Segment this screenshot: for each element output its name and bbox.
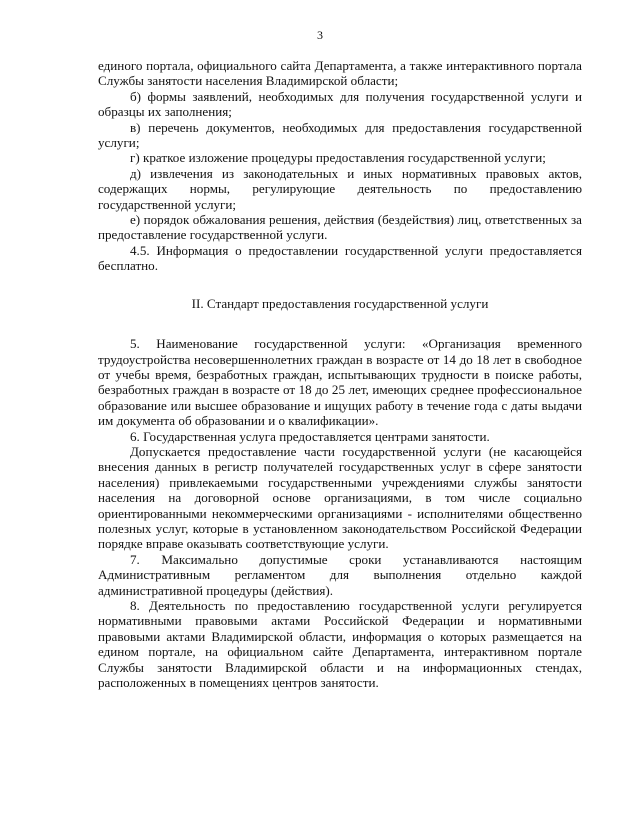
paragraph-5-service-name: 5. Наименование государственной услуги: «Организация временного трудоустройства несовершеннолетних граждан в возрасте от 14 до 18 лет в свободное от учебы время, безработных граждан, испытывающих трудности в поиске работы, безработных граждан в возрасте от 18 до 25 лет, имеющих среднее профессиональное образование или высшее образование и ищущих работу в течение года с даты выдачи им документа об образовании и о квалификации». — [98, 336, 582, 429]
paragraph-item-b: б) формы заявлений, необходимых для получения государственной услуги и образцы их заполнения; — [98, 88, 582, 120]
document-body — [98, 58, 582, 690]
paragraph-item-d: д) извлечения из законодательных и иных нормативных правовых актов, содержащих нормы, регулирующие деятельность по предоставлению государственной услуги; — [98, 165, 582, 212]
page-number: 3 — [317, 28, 323, 42]
paragraph-4-5: 4.5. Информация о предоставлении государственной услуги предоставляется бесплатно. — [98, 242, 582, 274]
section-heading: II. Стандарт предоставления государственной услуги — [191, 295, 489, 311]
paragraph-8-regulation: 8. Деятельность по предоставлению государственной услуги регулируется нормативными правовыми актами Российской Федерации и нормативными правовыми актами Владимирской области, информация о которых размещается на едином портале, на официальном сайте Департамента, интерактивном портале Службы занятости Владимирской области и на информационных стендах, расположенных в помещениях центров занятости. — [98, 598, 582, 691]
paragraph-partial-provision: Допускается предоставление части государственной услуги (не касающейся внесения данных в регистр получателей государственных услуг в сфере занятости населения) привлекаемыми государственными учреждениями службы занятости населения на договорной основе организациями, в том числе социально ориентированными некоммерческими организациями - исполнителями общественно полезных услуг, которые в установленном законодательством Российской Федерации порядке вправе оказывать соответствующие услуги. — [98, 443, 582, 552]
paragraph-6-providers: 6. Государственная услуга предоставляется центрами занятости. — [130, 428, 490, 444]
paragraph-7-deadlines: 7. Максимально допустимые сроки устанавливаются настоящим Административным регламентом для выполнения отдельно каждой административной процедуры (действия). — [98, 551, 582, 598]
paragraph-item-e: е) порядок обжалования решения, действия (бездействия) лиц, ответственных за предоставление государственной услуги. — [98, 212, 582, 243]
paragraph-portal-continuation: единого портала, официального сайта Департамента, а также интерактивного портала Службы занятости населения Владимирской области; — [98, 58, 582, 89]
paragraph-item-g: г) краткое изложение процедуры предоставления государственной услуги; — [130, 150, 546, 166]
paragraph-item-v: в) перечень документов, необходимых для предоставления государственной услуги; — [98, 119, 582, 151]
